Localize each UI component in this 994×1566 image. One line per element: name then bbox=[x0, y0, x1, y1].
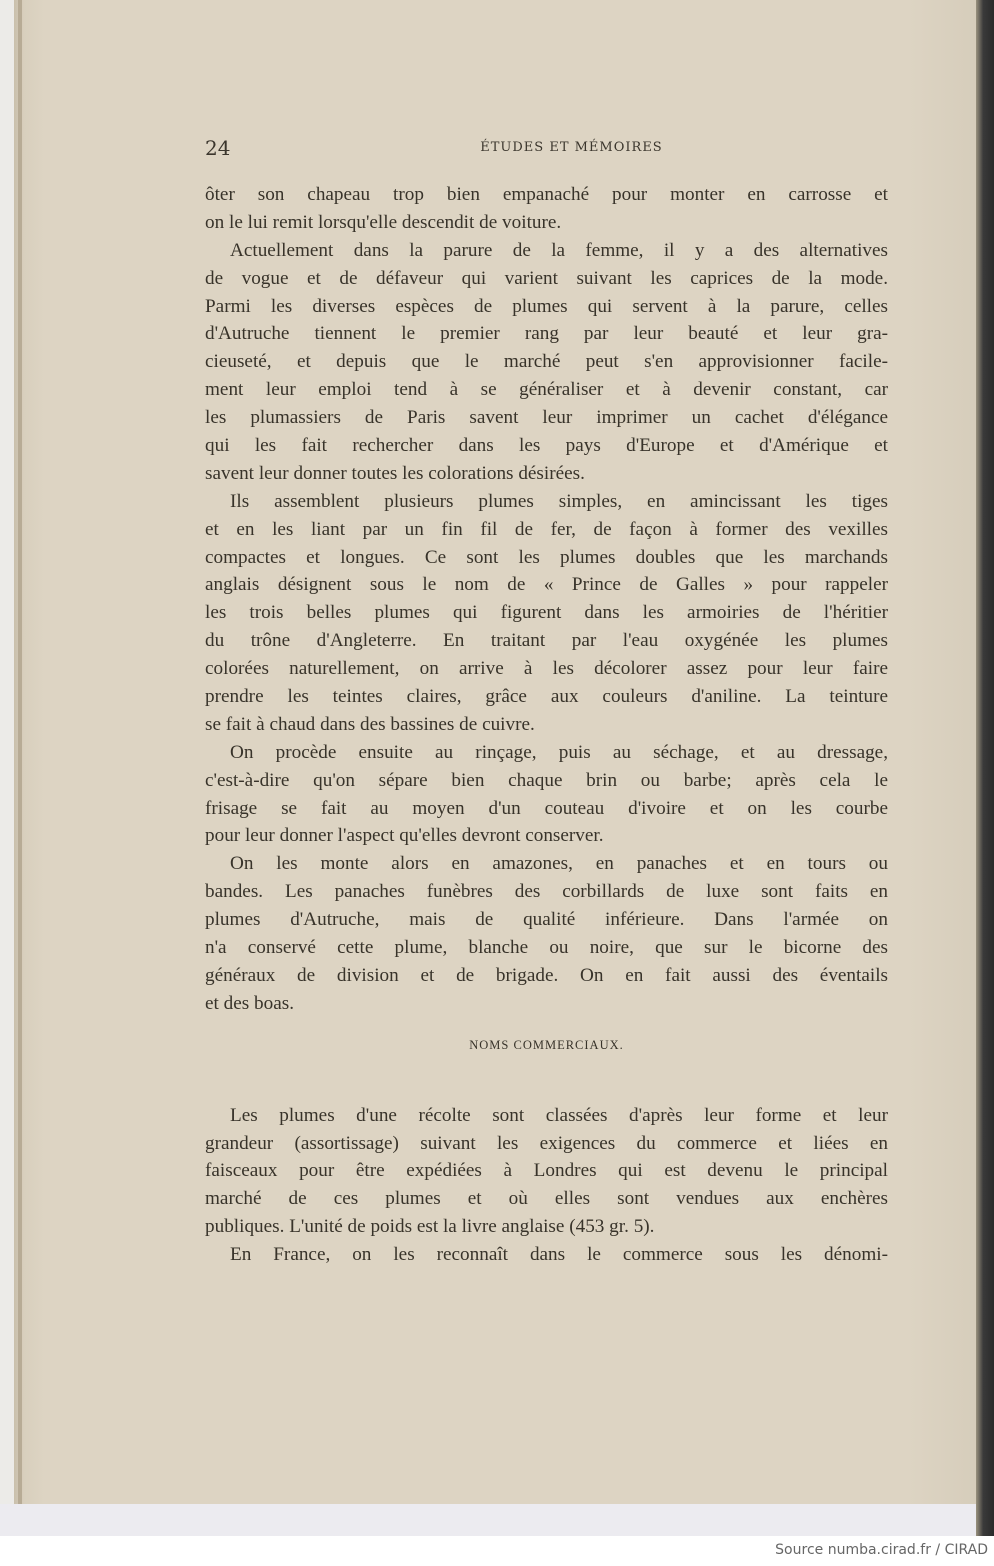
text-line: publiques. L'unité de poids est la livre anglaise (453 gr. 5). bbox=[205, 1216, 655, 1238]
text-line: Ils assemblent plusieurs plumes simples, en amincissant les tiges bbox=[230, 490, 888, 512]
text-line: les plumassiers de Paris savent leur imprimer un cachet d'élégance bbox=[205, 407, 888, 429]
page-number: 24 bbox=[205, 136, 231, 160]
paragraph bbox=[205, 850, 888, 1017]
text-line: les trois belles plumes qui figurent dans les armoiries de l'héritier bbox=[205, 602, 888, 624]
text-line: compactes et longues. Ce sont les plumes doubles que les marchands bbox=[205, 546, 888, 568]
text-line: et des boas. bbox=[205, 992, 294, 1014]
paragraph bbox=[205, 1241, 888, 1269]
text-line: c'est-à-dire qu'on sépare bien chaque brin ou barbe; après cela le bbox=[205, 769, 888, 791]
text-line: on le lui remit lorsqu'elle descendit de voiture. bbox=[205, 211, 562, 233]
text-line: anglais désignent sous le nom de « Prince de Galles » pour rappeler bbox=[205, 574, 888, 596]
paragraphs-before bbox=[205, 181, 888, 1018]
page-edge bbox=[18, 0, 22, 1504]
text-line: savent leur donner toutes les colorations désirées. bbox=[205, 462, 585, 484]
paragraph bbox=[205, 739, 888, 851]
body-text bbox=[205, 181, 888, 1269]
running-header bbox=[205, 136, 888, 160]
running-title: ÉTUDES ET MÉMOIRES bbox=[480, 140, 663, 155]
source-credit: Source numba.cirad.fr / CIRAD bbox=[775, 1542, 988, 1558]
scan-bottom-strip bbox=[0, 1504, 976, 1536]
text-line: Les plumes d'une récolte sont classées d'après leur forme et leur bbox=[230, 1104, 888, 1126]
text-line: cieuseté, et depuis que le marché peut s'en approvisionner facile- bbox=[205, 351, 888, 373]
text-line: du trône d'Angleterre. En traitant par l'eau oxygénée les plumes bbox=[205, 630, 888, 652]
paragraph bbox=[205, 488, 888, 739]
text-line: qui les fait rechercher dans les pays d'Europe et d'Amérique et bbox=[205, 435, 888, 457]
paragraph bbox=[205, 181, 888, 237]
text-line: On les monte alors en amazones, en panaches et en tours ou bbox=[230, 853, 888, 875]
paragraph bbox=[205, 1102, 888, 1241]
text-line: et en les liant par un fin fil de fer, de façon à former des vexilles bbox=[205, 518, 888, 540]
text-line: faisceaux pour être expédiées à Londres qui est devenu le principal bbox=[205, 1160, 888, 1182]
text-line: pour leur donner l'aspect qu'elles devront conserver. bbox=[205, 825, 604, 847]
text-line: Actuellement dans la parure de la femme, il y a des alternatives bbox=[230, 239, 888, 261]
paragraph bbox=[205, 237, 888, 488]
text-line: colorées naturellement, on arrive à les décolorer assez pour leur faire bbox=[205, 658, 888, 680]
text-line: On procède ensuite au rinçage, puis au séchage, et au dressage, bbox=[230, 741, 888, 763]
text-line: grandeur (assortissage) suivant les exigences du commerce et liées en bbox=[205, 1132, 888, 1154]
text-line: ôter son chapeau trop bien empanaché pour monter en carrosse et bbox=[205, 184, 888, 205]
text-line: prendre les teintes claires, grâce aux couleurs d'aniline. La teinture bbox=[205, 686, 888, 708]
section-heading: NOMS COMMERCIAUX. bbox=[469, 1037, 624, 1052]
book-binding bbox=[976, 0, 994, 1536]
text-line: Parmi les diverses espèces de plumes qui servent à la parure, celles bbox=[205, 295, 888, 317]
text-line: généraux de division et de brigade. On en fait aussi des éventails bbox=[205, 964, 888, 986]
text-line: de vogue et de défaveur qui varient suivant les caprices de la mode. bbox=[205, 267, 888, 289]
text-line: d'Autruche tiennent le premier rang par leur beauté et leur gra- bbox=[205, 323, 888, 345]
text-line: bandes. Les panaches funèbres des corbillards de luxe sont faits en bbox=[205, 881, 888, 903]
text-line: se fait à chaud dans des bassines de cuivre. bbox=[205, 713, 535, 735]
text-line: marché de ces plumes et où elles sont vendues aux enchères bbox=[205, 1188, 888, 1210]
text-line: ment leur emploi tend à se généraliser et à devenir constant, car bbox=[205, 379, 888, 401]
text-line: plumes d'Autruche, mais de qualité inférieure. Dans l'armée on bbox=[205, 909, 888, 931]
text-line: n'a conservé cette plume, blanche ou noire, que sur le bicorne des bbox=[205, 937, 888, 959]
paragraphs-after bbox=[205, 1102, 888, 1269]
text-line: frisage se fait au moyen d'un couteau d'ivoire et on les courbe bbox=[205, 797, 888, 819]
text-line: En France, on les reconnaît dans le commerce sous les dénomi- bbox=[230, 1244, 888, 1266]
